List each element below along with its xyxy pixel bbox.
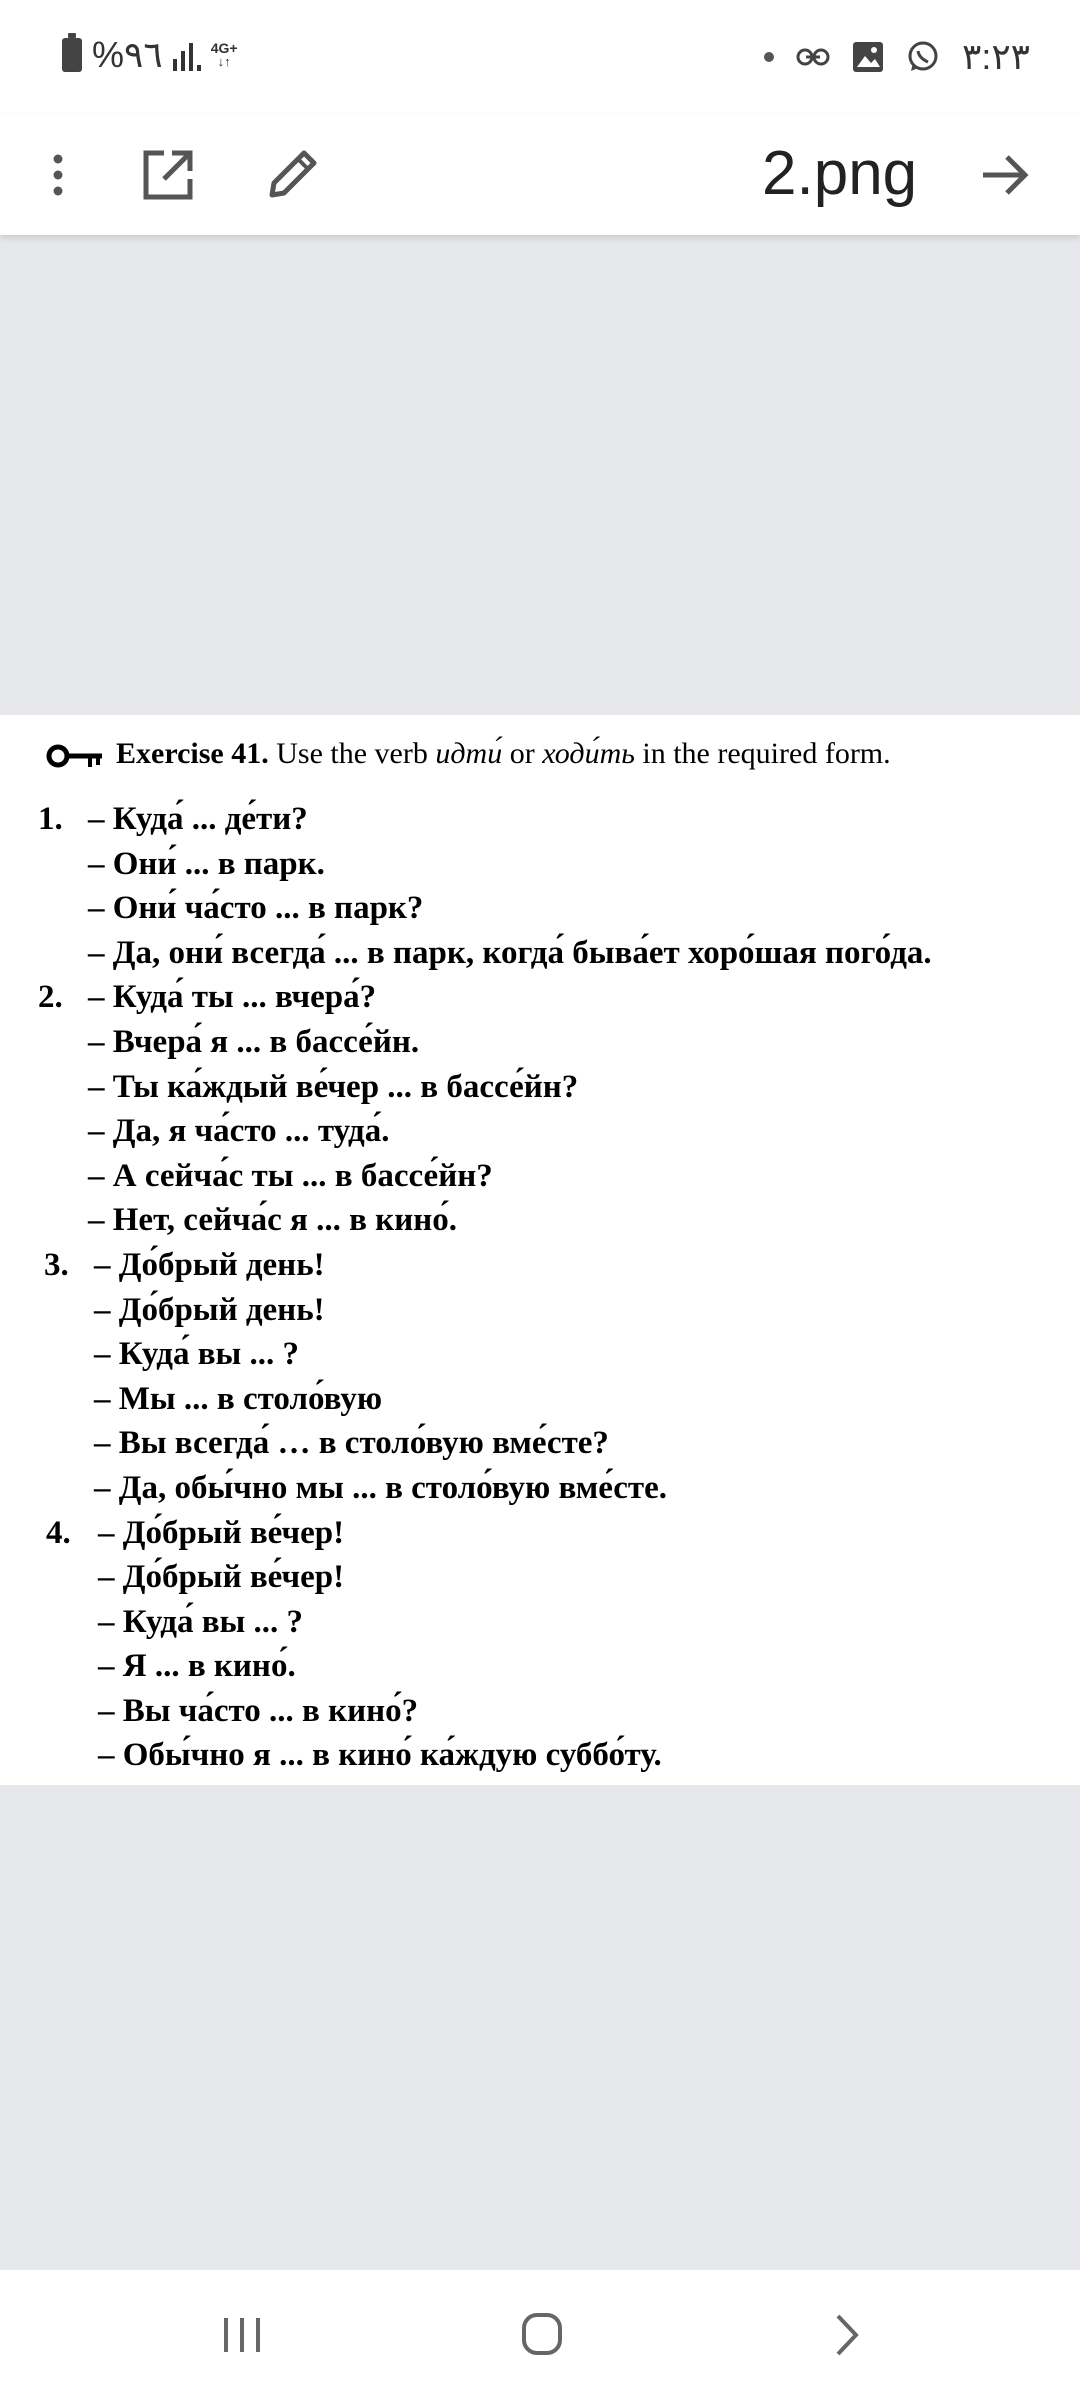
dialogue-line: [0, 1198, 1080, 1243]
line-text: – Вчера́ я ... в бассе́йн.: [88, 1023, 420, 1060]
link-icon: [796, 47, 830, 67]
key-icon: [46, 743, 104, 769]
instruction-or: or: [509, 737, 535, 770]
dialogue-line: [0, 842, 1080, 887]
line-text: – До́брый день!: [94, 1291, 325, 1328]
instruction-prefix: Use the verb: [276, 737, 428, 770]
image-icon: [852, 41, 884, 73]
dialogue-line: [0, 975, 1080, 1020]
line-text: – Мы ... в столо́вую: [94, 1380, 383, 1417]
dialogue-line: [0, 1154, 1080, 1199]
group-number: 4.: [46, 1514, 71, 1551]
exercise-heading: [46, 737, 891, 771]
line-text: – Ты ка́ждый ве́чер ... в бассе́йн?: [88, 1068, 579, 1105]
group-number: 2.: [38, 979, 63, 1016]
recent-apps-icon[interactable]: [212, 2310, 272, 2360]
line-text: – Они́ ... в парк.: [88, 845, 325, 882]
line-text: – Да, обы́чно мы ... в столо́вую вме́сте.: [94, 1469, 668, 1506]
dialogue-line: [0, 1466, 1080, 1511]
battery-icon: [62, 38, 82, 72]
whatsapp-icon: [906, 40, 940, 74]
dialogue-line: [0, 1733, 1080, 1778]
dialogue-line: [0, 797, 1080, 842]
dialogue-line: [0, 1377, 1080, 1422]
back-icon[interactable]: [816, 2310, 876, 2360]
forward-arrow-icon[interactable]: [975, 145, 1035, 205]
dialogue-line: [0, 1332, 1080, 1377]
line-text: – Куда́ ты ... вчера́?: [88, 979, 377, 1016]
dialogue-line: [0, 1109, 1080, 1154]
dialogue-line: [0, 1600, 1080, 1645]
dialogue-line: [0, 1065, 1080, 1110]
group-number: 1.: [38, 801, 63, 837]
status-left: [62, 34, 238, 76]
line-text: – А сейча́с ты ... в бассе́йн?: [88, 1157, 493, 1194]
clock: ٣:٢٣: [961, 36, 1030, 77]
line-text: – Да, они́ всегда́ ... в парк, когда́ быва́ет хоро́шая пого́да.: [88, 934, 932, 971]
exercise-image: [0, 715, 1080, 1785]
open-external-icon[interactable]: [138, 145, 198, 205]
line-text: – До́брый день!: [94, 1246, 325, 1283]
dialogue-line: [0, 1511, 1080, 1556]
dialogue-line: [0, 931, 1080, 976]
dialogue-line: [0, 1243, 1080, 1288]
dialogue-list: [0, 797, 1080, 1778]
edit-icon[interactable]: [262, 145, 322, 205]
status-bar: [0, 0, 1080, 115]
line-text: – Куда́ вы ... ?: [94, 1336, 300, 1373]
line-text: – Куда́ вы ... ?: [98, 1603, 304, 1640]
notification-dot-icon: [764, 52, 774, 62]
app-toolbar: [0, 115, 1080, 235]
line-text: – До́брый ве́чер!: [98, 1559, 345, 1596]
line-text: – До́брый ве́чер!: [98, 1514, 345, 1551]
network-type: 4G+ ↓↑: [210, 40, 238, 69]
dialogue-line: [0, 886, 1080, 931]
exercise-label: Exercise 41.: [116, 737, 269, 770]
file-title: 2.png: [762, 139, 918, 208]
line-text: – Они́ ча́сто ... в парк?: [88, 890, 424, 927]
dialogue-line: [0, 1020, 1080, 1065]
dialogue-line: [0, 1555, 1080, 1600]
home-icon[interactable]: [512, 2310, 572, 2360]
line-text: – Да, я ча́сто ... туда́.: [88, 1113, 390, 1150]
dialogue-line: [0, 1421, 1080, 1466]
battery-percent: %٩٦: [92, 34, 163, 75]
line-text: – Нет, сейча́с я ... в кино́.: [88, 1202, 457, 1239]
line-text: – Обы́чно я ... в кино́ ка́ждую суббо́ту.: [98, 1737, 662, 1774]
line-text: – Вы всегда́ … в столо́вую вме́сте?: [94, 1425, 609, 1462]
verb-idti: идти́: [435, 737, 503, 770]
dialogue-line: [0, 1644, 1080, 1689]
verb-khodit: ходи́ть: [542, 737, 635, 770]
line-text: – Вы ча́сто ... в кино́?: [98, 1692, 419, 1729]
instruction-suffix: in the required form.: [642, 737, 891, 770]
line-text: – Куда́ ... де́ти?: [88, 801, 308, 837]
navigation-bar: [0, 2270, 1080, 2400]
dialogue-line: [0, 1689, 1080, 1734]
dialogue-line: [0, 1288, 1080, 1333]
more-vert-icon[interactable]: [28, 145, 88, 205]
status-right: [764, 36, 1030, 78]
line-text: – Я ... в кино́.: [98, 1648, 296, 1685]
signal-icon: [173, 39, 201, 71]
group-number: 3.: [44, 1246, 69, 1283]
